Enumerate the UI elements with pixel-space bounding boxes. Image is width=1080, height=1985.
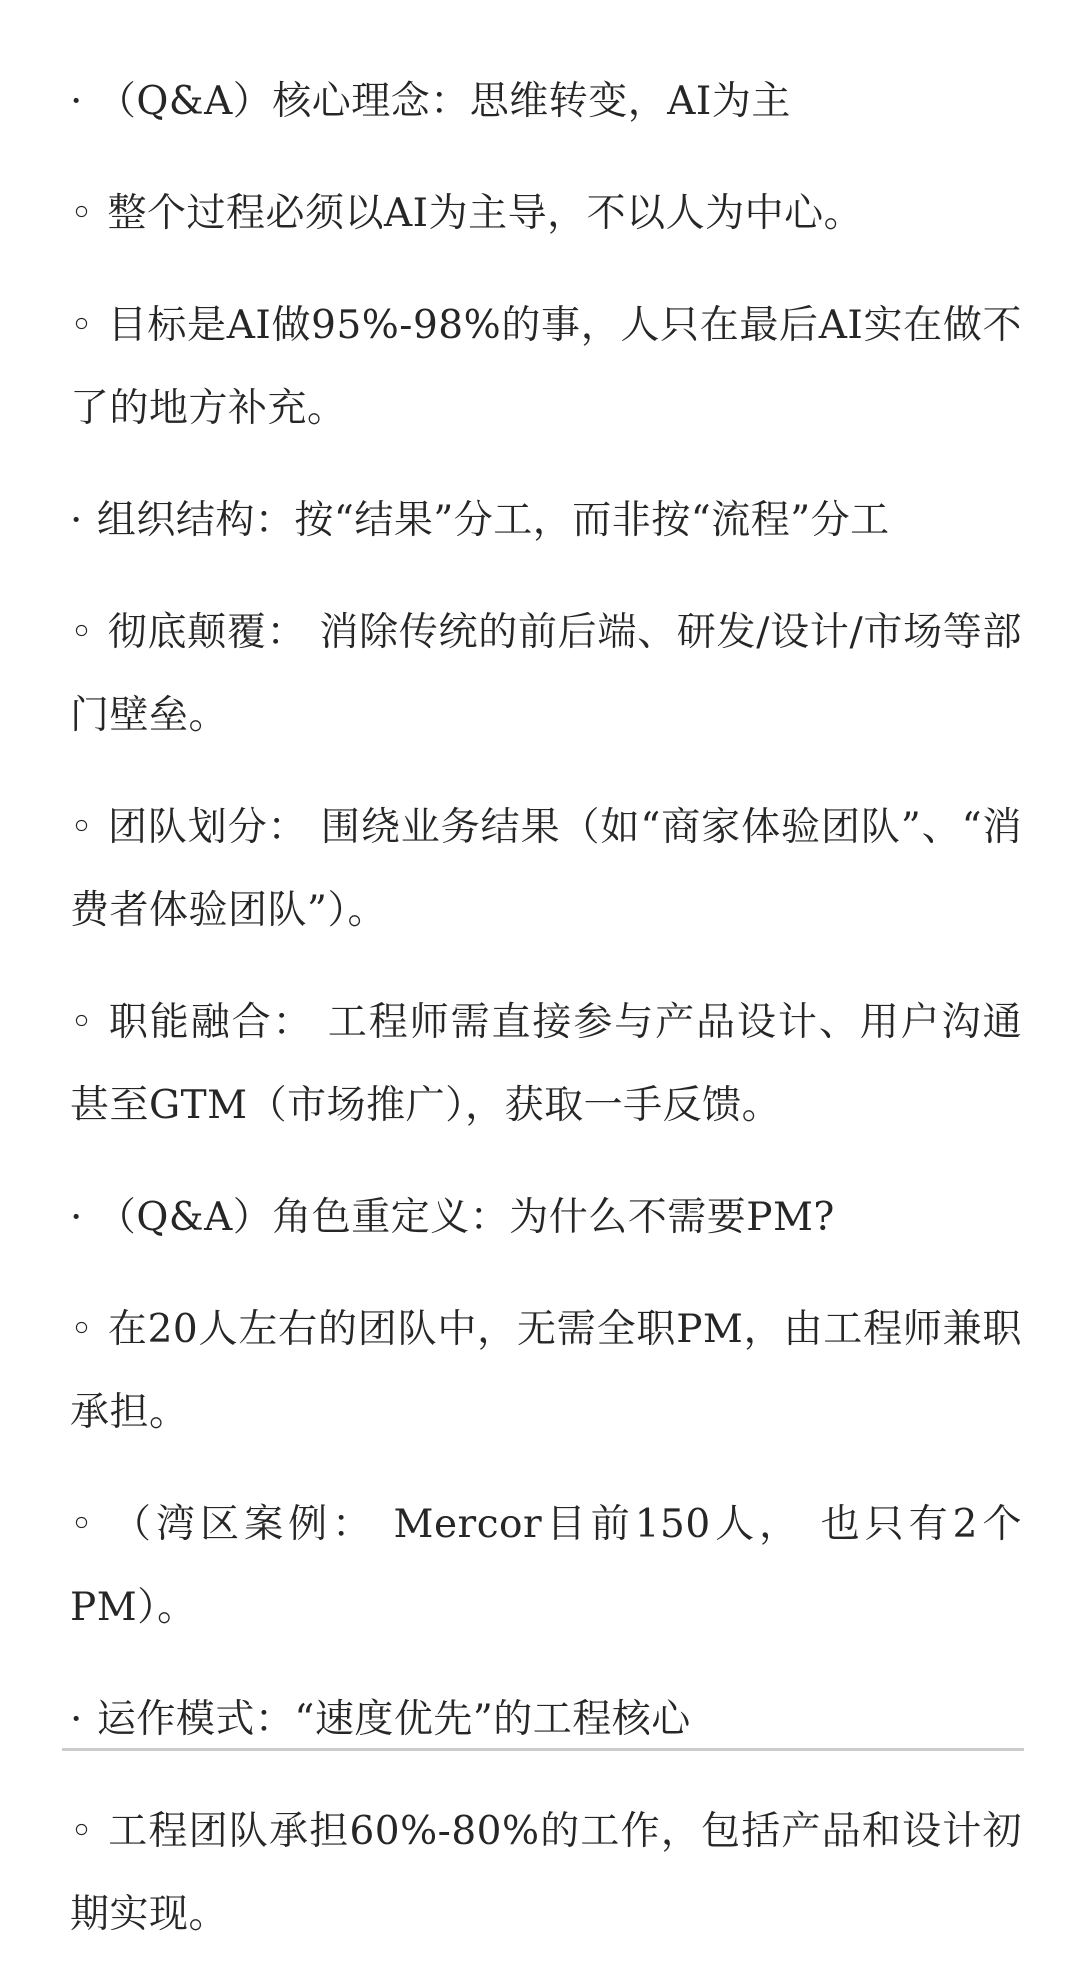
bullet-circle-icon: ◦ [70, 1502, 94, 1547]
list-item-text: （Q&A）核心理念：思维转变，AI为主 [96, 79, 791, 124]
list-item-text: （Q&A）角色重定义：为什么不需要PM? [96, 1195, 835, 1240]
list-item [62, 479, 1022, 562]
list-item [62, 1483, 1022, 1649]
list-item-text: 整个过程必须以AI为主导，不以人为中心。 [107, 191, 864, 236]
list-item-text: （湾区案例： Mercor目前150人， 也只有2个PM）。 [70, 1502, 1022, 1630]
bullet-circle-icon: ◦ [70, 1000, 94, 1045]
list-item [62, 981, 1022, 1147]
bullet-circle-icon: ◦ [70, 1307, 94, 1352]
list-item [62, 591, 1022, 757]
section-divider [62, 1748, 1024, 1751]
list-item-text: 目标是AI做95%-98%的事，人只在最后AI实在做不了的地方补充。 [70, 303, 1022, 431]
list-item [62, 60, 1022, 143]
list-item-text: 团队划分： 围绕业务结果（如“商家体验团队”、“消费者体验团队”）。 [70, 805, 1022, 933]
article-body [62, 60, 1022, 1985]
bullet-circle-icon: ◦ [70, 1809, 94, 1854]
bullet-circle-icon: ◦ [70, 805, 94, 850]
list-item [62, 1176, 1022, 1259]
list-item-text: 职能融合： 工程师需直接参与产品设计、用户沟通甚至GTM（市场推广），获取一手反馈。 [70, 1000, 1022, 1128]
list-item [62, 786, 1022, 952]
bullet-circle-icon: ◦ [70, 303, 94, 348]
bullet-dot-icon: · [70, 1195, 83, 1240]
list-item-text: 在20人左右的团队中，无需全职PM，由工程师兼职承担。 [70, 1307, 1022, 1435]
bullet-circle-icon: ◦ [70, 610, 94, 655]
list-item-text: 彻底颠覆： 消除传统的前后端、研发/设计/市场等部门壁垒。 [70, 610, 1022, 738]
bullet-dot-icon: · [70, 1697, 83, 1742]
bullet-dot-icon: · [70, 79, 83, 124]
list-item-text: 工程团队承担60%-80%的工作，包括产品和设计初期实现。 [70, 1809, 1022, 1937]
bullet-circle-icon: ◦ [70, 191, 94, 236]
list-item [62, 172, 1022, 255]
list-item [62, 284, 1022, 450]
list-item [62, 1790, 1022, 1956]
list-item [62, 1288, 1022, 1454]
list-item-text: 组织结构：按“结果”分工，而非按“流程”分工 [96, 498, 890, 543]
bullet-dot-icon: · [70, 498, 83, 543]
list-item-text: 运作模式：“速度优先”的工程核心 [96, 1697, 691, 1742]
